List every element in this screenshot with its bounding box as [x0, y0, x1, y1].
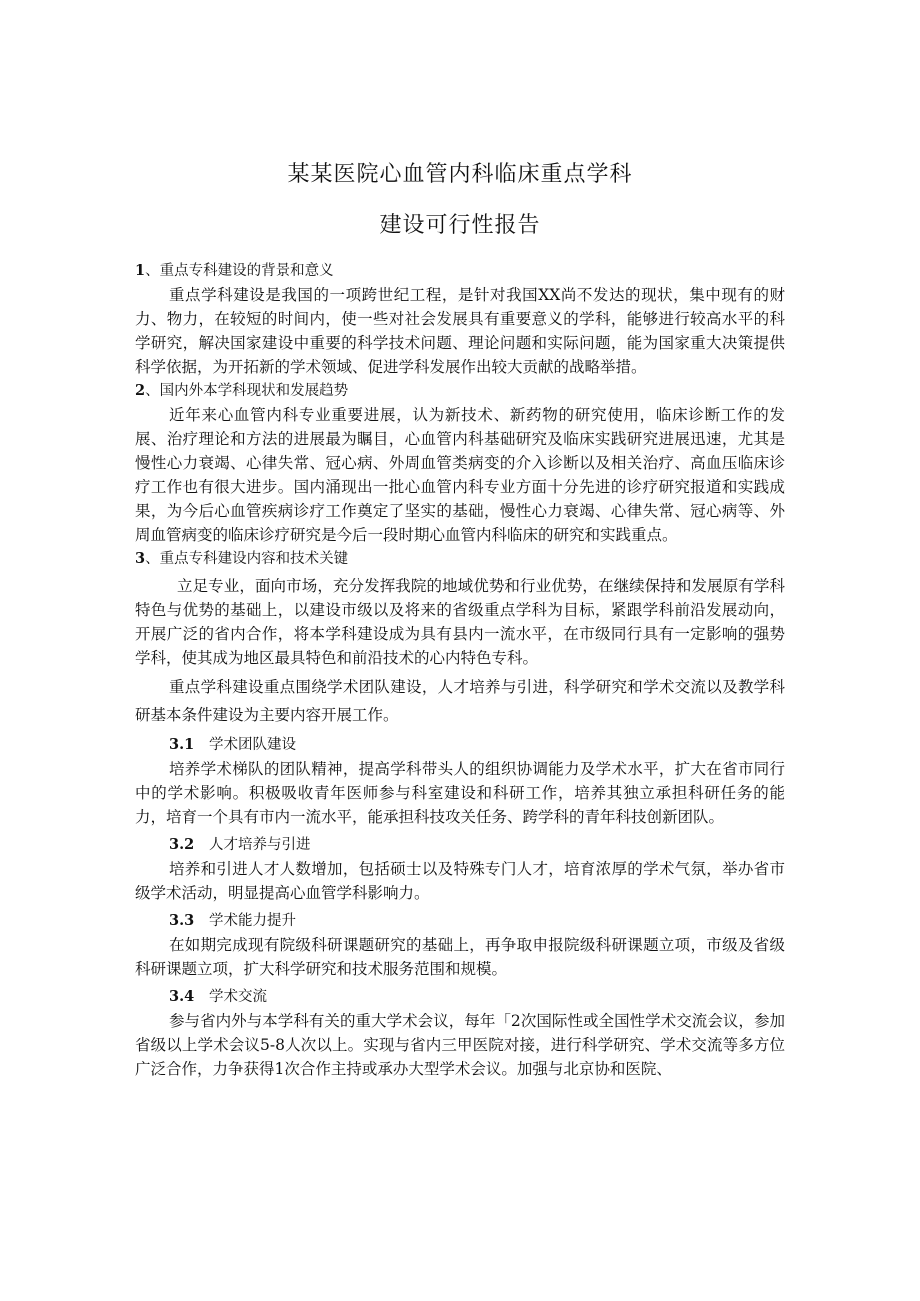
- section-title: 、重点专科建设内容和技术关键: [145, 551, 349, 567]
- subsection-3-4-heading: [135, 985, 785, 1009]
- document-title-line2: 建设可行性报告: [379, 213, 541, 238]
- section-number: 2: [135, 382, 146, 399]
- subsection-number: 3.1: [169, 736, 195, 753]
- subsection-3-2-heading: [135, 833, 785, 857]
- subsection-3-3-heading: [135, 909, 785, 933]
- subsection-3-2-paragraph: 培养和引进人才人数增加，包括硕士以及特殊专门人才，培育浓厚的学术气氛，举办省市级学术活动，明显提高心血管学科影响力。: [135, 860, 785, 902]
- section-3-heading: [135, 547, 785, 571]
- section-number: 1: [135, 262, 146, 279]
- document-title-line1: 某某医院心血管内科临床重点学科: [287, 162, 633, 187]
- section-3-paragraph-2: 重点学科建设重点围绕学术团队建设，人才培养与引进，科学研究和学术交流以及教学科研基本条件建设为主要内容开展工作。: [135, 678, 785, 724]
- section-number: 3: [135, 550, 146, 567]
- section-title: 、重点专科建设的背景和意义: [145, 263, 334, 279]
- section-title: 、国内外本学科现状和发展趋势: [145, 383, 349, 399]
- subsection-3-1-paragraph: 培养学术梯队的团队精神，提高学科带头人的组织协调能力及学术水平，扩大在省市同行中的学术影响。积极吸收青年医师参与科室建设和科研工作，培养其独立承担科研任务的能力，培育一个具有市内一流水平，能承担科技攻关任务、跨学科的青年科技创新团队。: [135, 760, 785, 826]
- section-3-paragraph-1: 立足专业，面向市场，充分发挥我院的地域优势和行业优势，在继续保持和发展原有学科特色与优势的基础上，以建设市级以及将来的省级重点学科为目标，紧跟学科前沿发展动向，开展广泛的省内合作，将本学科建设成为具有县内一流水平，在市级同行具有一定影响的强势学科，使其成为地区最具特色和前沿技术的心内特色专科。: [135, 577, 785, 667]
- section-2-heading: [135, 379, 785, 403]
- subsection-title: 学术交流: [209, 989, 267, 1005]
- subsection-title: 学术团队建设: [209, 737, 296, 753]
- subsection-3-4-paragraph: 参与省内外与本学科有关的重大学术会议，每年「2次国际性或全国性学术交流会议，参加省级以上学术会议5-8人次以上。实现与省内三甲医院对接，进行科学研究、学术交流等多方位广泛合作，力争获得1次合作主持或承办大型学术会议。加强与北京协和医院、: [135, 1012, 785, 1078]
- subsection-number: 3.4: [169, 988, 195, 1005]
- document-body: [135, 259, 785, 1081]
- subsection-title: 学术能力提升: [209, 913, 296, 929]
- subsection-number: 3.3: [169, 912, 195, 929]
- subsection-3-3-paragraph: 在如期完成现有院级科研课题研究的基础上，再争取申报院级科研课题立项，市级及省级科研课题立项，扩大科学研究和技术服务范围和规模。: [135, 936, 785, 978]
- section-1-heading: [135, 259, 785, 283]
- subsection-number: 3.2: [169, 836, 195, 853]
- subsection-3-1-heading: [135, 733, 785, 757]
- section-2-paragraph: 近年来心血管内科专业重要进展，认为新技术、新药物的研究使用，临床诊断工作的发展、治疗理论和方法的进展最为瞩目，心血管内科基础研究及临床实践研究进展迅速，尤其是慢性心力衰竭、心律失常、冠心病、外周血管类病变的介入诊断以及相关治疗、高血压临床诊疗工作也有很大进步。国内涌现出一批心血管内科专业方面十分先进的诊疗研究报道和实践成果，为今后心血管疾病诊疗工作奠定了坚实的基础，慢性心力衰竭、心律失常、冠心病等、外周血管病变的临床诊疗研究是今后一段时期心血管内科临床的研究和实践重点。: [135, 406, 785, 544]
- subsection-title: 人才培养与引进: [209, 837, 311, 853]
- section-1-paragraph: 重点学科建设是我国的一项跨世纪工程，是针对我国XX尚不发达的现状，集中现有的财力、物力，在较短的时间内，使一些对社会发展具有重要意义的学科，能够进行较高水平的科学研究，解决国家建设中重要的科学技术问题、理论问题和实际问题，能为国家重大决策提供科学依据，为开拓新的学术领域、促进学科发展作出较大贡献的战略举措。: [135, 286, 785, 376]
